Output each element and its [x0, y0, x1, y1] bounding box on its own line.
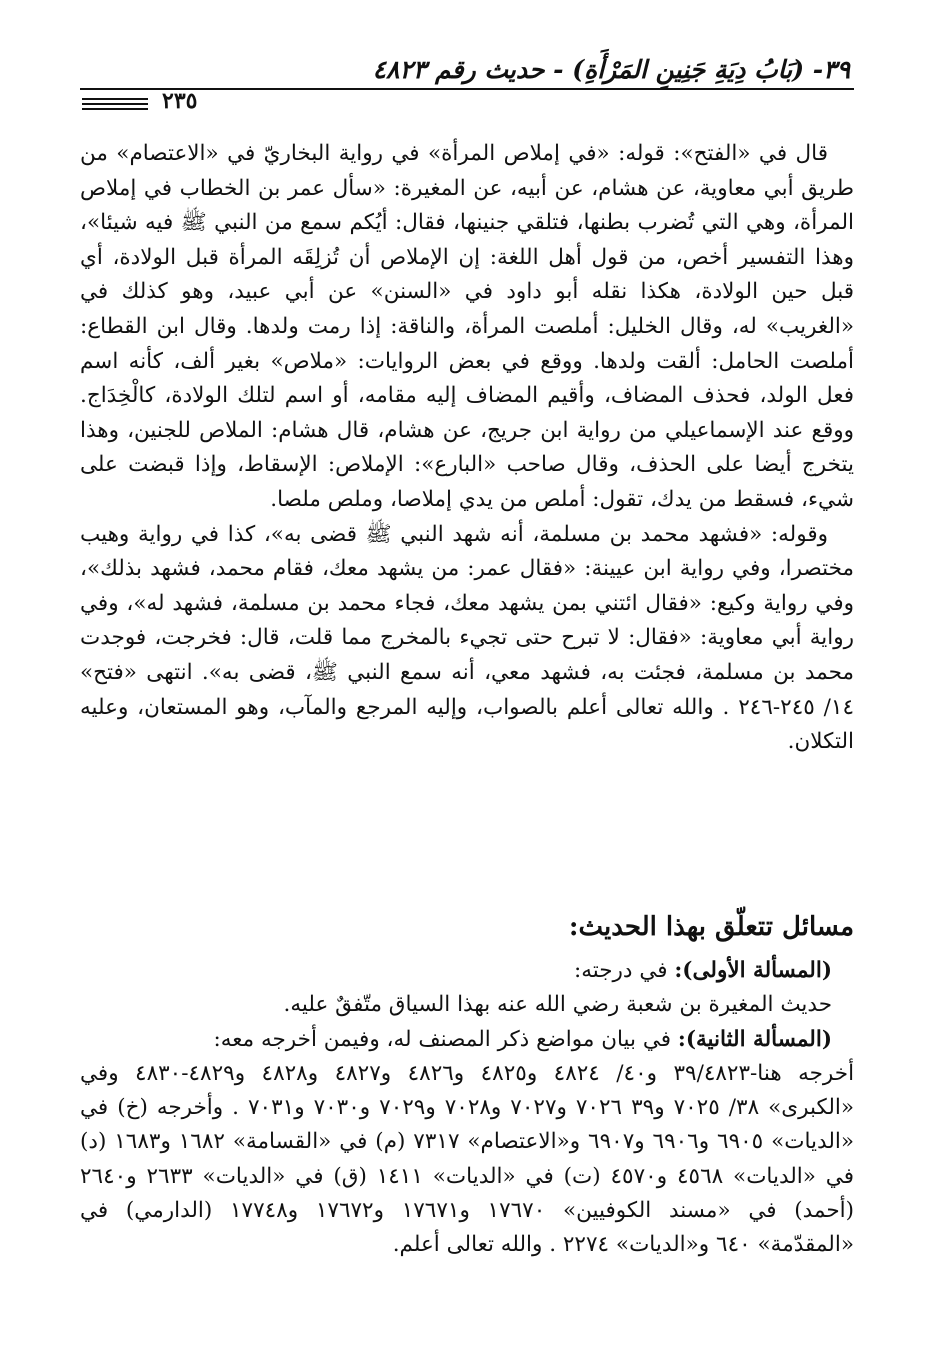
running-header-title: ٣٩- (بَابُ دِيَةِ جَنِينِ المَرْأَةِ) - حديث رقم ٤٨٢٣	[372, 55, 850, 84]
issue-one-title: في درجته:	[574, 958, 675, 983]
issue-two-title: في بيان مواضع ذكر المصنف له، وفيمن أخرجه معه:	[213, 1026, 678, 1052]
issue-two-label: (المسألة الثانية):	[677, 1026, 832, 1052]
main-text	[80, 137, 854, 760]
issue-one-text: حديث المغيرة بن شعبة رضي الله عنه بهذا السياق متّفقٌ عليه.	[283, 992, 832, 1018]
issue-two-heading	[80, 1023, 854, 1057]
page-number: ٢٣٥	[162, 88, 198, 114]
paragraph-fath-quote: قال في «الفتح»: قوله: «في إملاص المرأة» في رواية البخاريّ في «الاعتصام» من طريق أبي معاوية، عن هشام، عن أبيه، عن المغيرة: «سأل عمر بن الخطاب في إملاص المرأة، وهي التي تُضرب بطنها، فتلقي جنينها، فقال: أيُكم سمع من النبي ﷺ فيه شيئا»، وهذا التفسير أخص، من قول أهل اللغة: إن الإملاص أن تُزلِقَه المرأة قبل الولادة، أي قبل حين الولادة، هكذا نقله أبو داود في «السنن» عن أبي عبيد، وهو كذلك في «الغريب» له، وقال الخليل: أملصت المرأة، والناقة: إذا رمت ولدها. وقال ابن القطاع: أملصت الحامل: ألقت ولدها. ووقع في بعض الروايات: «ملاص» بغير ألف، كأنه اسم فعل الولد، فحذف المضاف، وأقيم المضاف إليه مقامه، أو اسم لتلك الولادة، كالْخِدَاج. ووقع عند الإسماعيلي من رواية ابن جريج، عن هشام، قال هشام: الملاص للجنين، وهذا يتخرج أيضا على الحذف، وقال صاحب «البارع»: الإملاص: الإسقاط، وإذا قبضت على شيء، فسقط من يدك، تقول: أملص من يدي إملاصا، وملص ملصا.	[80, 141, 855, 512]
issue-two-text: أخرجه هنا-٣٩/٤٨٢٣ و٤٠/ ٤٨٢٤ و٤٨٢٥ و٤٨٢٦ و٤٨٢٧ و٤٨٢٨ و٤٨٢٩-٤٨٣٠ وفي «الكبرى» ٣٨/ ٧٠٢٥ و٣٩ ٧٠٢٦ و٧٠٢٧ و٧٠٢٨ و٧٠٢٩ و٧٠٣٠ و٧٠٣١ . وأخرجه (خ) في «الديات» ٦٩٠٥ و٦٩٠٦ و٦٩٠٧ و«الاعتصام» ٧٣١٧ (م) في «القسامة» ١٦٨٢ و١٦٨٣ (د) في «الديات» ٤٥٦٨ و٤٥٧٠ (ت) في «الديات» ١٤١١ (ق) في «الديات» ٢٦٣٣ و٢٦٤٠ (أحمد) في «مسند الكوفيين» ١٧٦٧٠ و١٧٦٧١ و١٧٦٧٢ و١٧٧٤٨ (الدارمي) في «المقدّمة» ٦٤٠ و«الديات» ٢٢٧٤ . والله تعالى أعلم.	[80, 1060, 855, 1258]
issues-section	[80, 954, 854, 1263]
page-number-ornament	[82, 98, 148, 113]
paragraph-witness: وقوله: «فشهد محمد بن مسلمة، أنه شهد النبي ﷺ قضى به»، كذا في رواية وهيب مختصرا، وفي رواية ابن عيينة: «فقال عمر: من يشهد معك، فقام محمد، فشهد بذلك»، وفي رواية وكيع: «فقال ائتني بمن يشهد معك، فجاء محمد بن مسلمة، فشهد له»، وفي رواية أبي معاوية: «فقال: لا تبرح حتى تجيء بالمخرج مما قلت، قال: فخرجت، فوجدت محمد بن مسلمة، فجئت به، فشهد معي، أنه سمع النبي ﷺ، قضى به». انتهى «فتح» ١٤/ ٢٤٥-٢٤٦ . والله تعالى أعلم بالصواب، وإليه المرجع والمآب، وهو المستعان، وعليه التكلان.	[80, 521, 855, 755]
issue-one-label: (المسألة الأولى):	[674, 958, 832, 983]
section-heading: مسائل تتعلّق بهذا الحديث:	[568, 912, 854, 942]
issue-one-heading	[80, 954, 854, 988]
